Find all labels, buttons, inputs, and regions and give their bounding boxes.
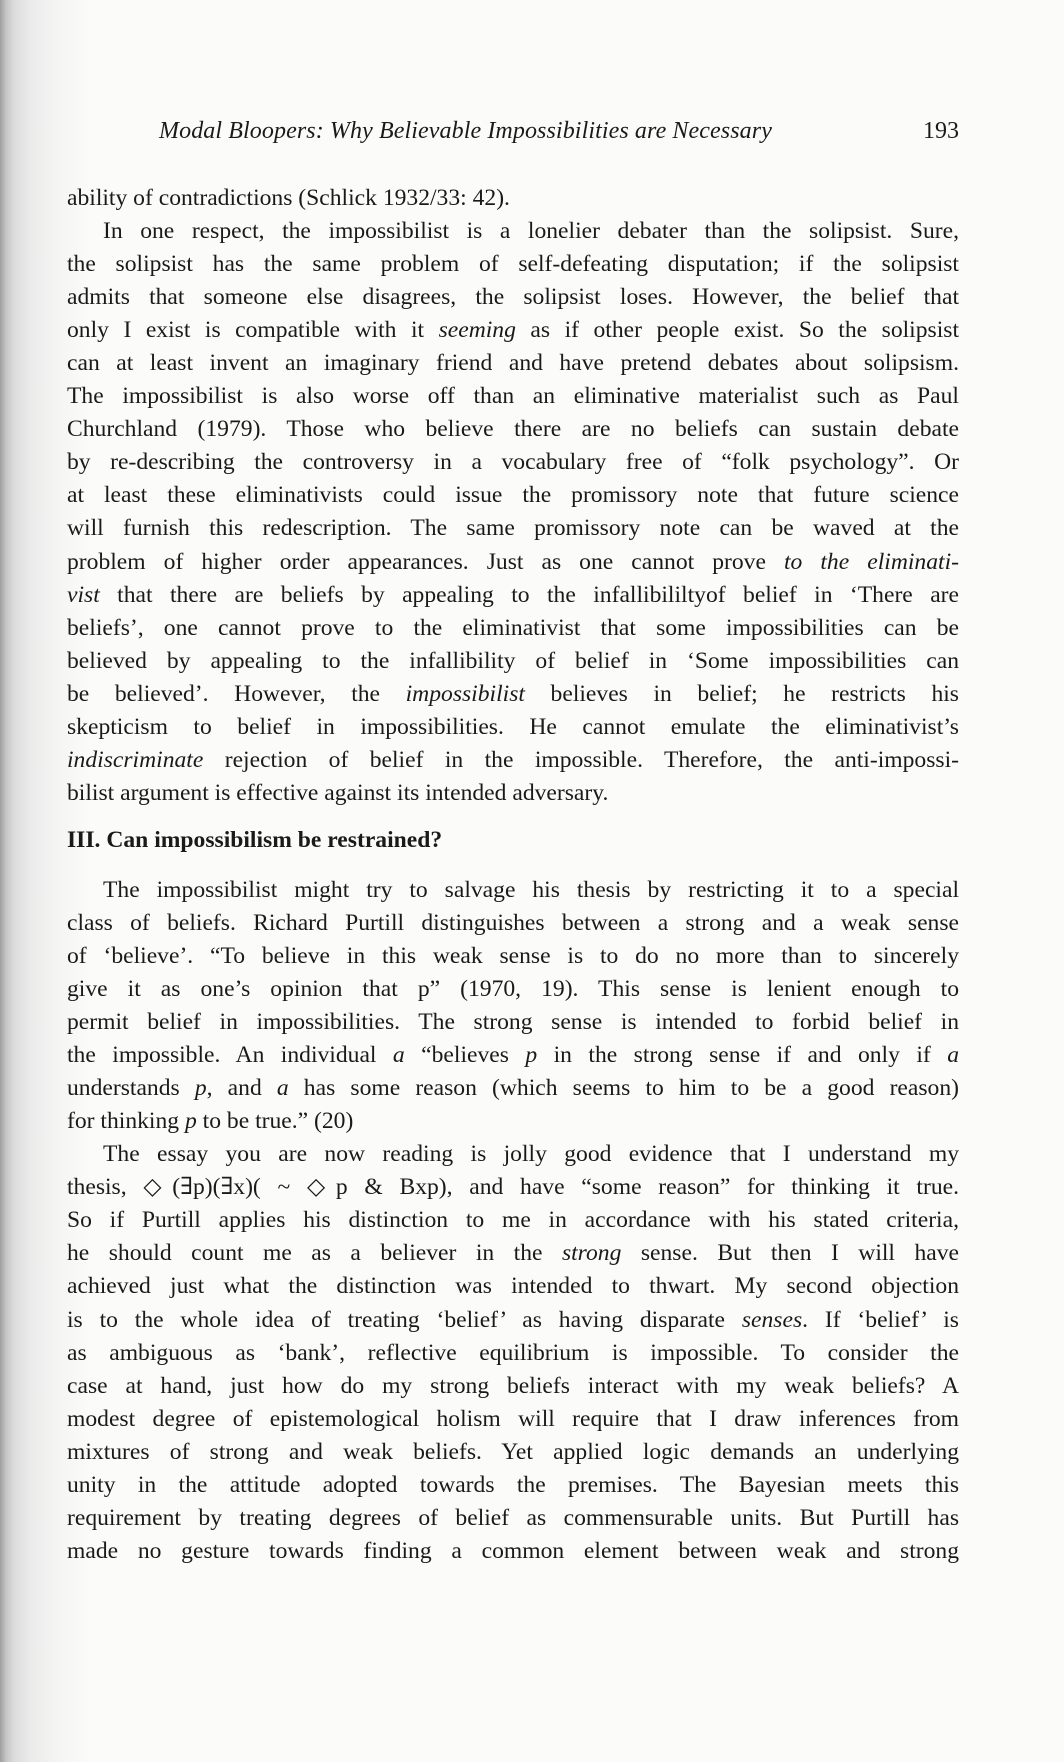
text-run: rejection of belief in the impossible. Therefore, the anti-impossi- <box>203 746 959 773</box>
italic-text: indiscriminate <box>67 746 204 773</box>
text-run: as if other people exist. So the solipsist <box>515 317 959 344</box>
italic-text: impossibilist <box>405 680 525 707</box>
text-run: has some reason (which seems to him to be a good reason) <box>288 1075 960 1102</box>
text-run: problem of higher order appearances. Just as one cannot prove <box>67 548 784 575</box>
text-line <box>67 1105 959 1138</box>
italic-text: a <box>947 1042 959 1069</box>
text-line: skepticism to belief in impossibilities. He cannot emulate the eliminativist’s <box>67 713 959 740</box>
text-line: achieved just what the distinction was intended to thwart. My second objection <box>67 1273 959 1300</box>
text-line: the solipsist has the same problem of self-defeating disputation; if the solipsist <box>67 251 959 278</box>
italic-text: p <box>184 1108 197 1135</box>
text-line: of ‘believe’. “To believe in this weak sense is to do no more than to sincerely <box>67 942 959 969</box>
text-line <box>67 579 959 612</box>
text-run: believes in belief; he restricts his <box>524 680 959 707</box>
text-line: requirement by treating degrees of belief as commensurable units. But Purtill has <box>67 1504 959 1531</box>
text-run: is to the whole idea of treating ‘belief’ as having disparate <box>67 1306 742 1333</box>
text-line: believed by appealing to the infallibility of belief in ‘Some impossibilities can <box>67 647 959 674</box>
text-line <box>67 744 959 777</box>
text-line: case at hand, just how do my strong beliefs interact with my weak beliefs? A <box>67 1372 959 1399</box>
text-run: sense. But then I will have <box>621 1240 959 1267</box>
section-ii-continuation <box>67 182 959 810</box>
section-iii-body <box>67 874 959 1568</box>
text-line <box>67 546 959 579</box>
text-line <box>67 1304 959 1337</box>
italic-text: p <box>525 1042 538 1069</box>
italic-text: to the eliminati- <box>783 548 959 575</box>
text-line: at least these eliminativists could issue the promissory note that future science <box>67 482 959 509</box>
paragraph <box>67 1138 959 1568</box>
text-line <box>67 1072 959 1105</box>
text-run: , and <box>206 1075 277 1102</box>
text-line: unity in the attitude adopted towards the premises. The Bayesian meets this <box>67 1471 959 1498</box>
text-line: The impossibilist might try to salvage his thesis by restricting it to a special <box>103 876 959 903</box>
text-run: to be true.” (20) <box>196 1108 354 1135</box>
italic-text: vist <box>67 581 100 608</box>
text-line: permit belief in impossibilities. The strong sense is intended to forbid belief in <box>67 1009 959 1036</box>
section-heading: III. Can impossibilism be restrained? <box>67 826 443 853</box>
page-number: 193 <box>923 118 959 144</box>
text-line: bilist argument is effective against its intended adversary. <box>67 779 609 806</box>
body-text <box>67 182 959 1568</box>
text-line: thesis, ◇(∃p)(∃x)( ~ ◇p & Bxp), and have “some reason” for thinking it true. <box>67 1174 959 1201</box>
text-line: will furnish this redescription. The same promissory note can be waved at the <box>67 515 959 542</box>
text-line: The impossibilist is also worse off than an eliminative materialist such as Paul <box>67 383 959 410</box>
text-run: only I exist is compatible with it <box>67 317 439 344</box>
text-line: admits that someone else disagrees, the solipsist loses. However, the belief that <box>67 284 959 311</box>
text-line: The essay you are now reading is jolly good evidence that I understand my <box>103 1141 959 1168</box>
italic-text: seeming <box>438 317 516 344</box>
paragraph <box>67 874 959 1138</box>
text-line: by re-describing the controversy in a vocabulary free of “folk psychology”. Or <box>67 449 959 476</box>
running-head <box>159 118 959 150</box>
text-line: can at least invent an imaginary friend and have pretend debates about solipsism. <box>67 350 959 377</box>
text-run: he should count me as a believer in the <box>67 1240 562 1267</box>
text-line: give it as one’s opinion that p” (1970, 19). This sense is lenient enough to <box>67 976 959 1003</box>
text-run: understands <box>67 1075 195 1102</box>
text-run: for thinking <box>67 1108 185 1135</box>
italic-text: p <box>194 1075 207 1102</box>
text-line: ability of contradictions (Schlick 1932/33: 42). <box>67 185 510 211</box>
text-run: . If ‘belief’ is <box>802 1306 959 1333</box>
text-line <box>67 314 959 347</box>
paragraph <box>67 215 959 810</box>
text-line: In one respect, the impossibilist is a lonelier debater than the solipsist. Sure, <box>103 218 959 245</box>
text-line <box>67 678 959 711</box>
italic-text: senses <box>741 1306 803 1333</box>
text-run: “believes <box>404 1042 526 1069</box>
paragraph <box>67 182 959 215</box>
text-line <box>67 1237 959 1270</box>
italic-text: strong <box>561 1240 622 1267</box>
text-run: the impossible. An individual <box>67 1042 393 1069</box>
italic-text: a <box>392 1042 405 1069</box>
text-run: be believed’. However, the <box>67 680 406 707</box>
text-line: beliefs’, one cannot prove to the eliminativist that some impossibilities can be <box>67 614 959 641</box>
text-line: made no gesture towards finding a common element between weak and strong <box>67 1537 959 1564</box>
text-line: Churchland (1979). Those who believe there are no beliefs can sustain debate <box>67 416 959 443</box>
text-line: modest degree of epistemological holism will require that I draw inferences from <box>67 1405 959 1432</box>
text-line: class of beliefs. Richard Purtill distinguishes between a strong and a weak sense <box>67 909 959 936</box>
text-run: that there are beliefs by appealing to the infallibililtyof belief in ‘There are <box>99 581 959 608</box>
running-head-title: Modal Bloopers: Why Believable Impossibilities are Necessary <box>159 118 772 144</box>
text-line: mixtures of strong and weak beliefs. Yet applied logic demands an underlying <box>67 1438 959 1465</box>
text-run: in the strong sense if and only if <box>537 1042 948 1069</box>
italic-text: a <box>276 1075 289 1102</box>
text-line: So if Purtill applies his distinction to me in accordance with his stated criteria, <box>67 1207 959 1234</box>
text-line <box>67 1039 959 1072</box>
text-line: as ambiguous as ‘bank’, reflective equilibrium is impossible. To consider the <box>67 1339 959 1366</box>
